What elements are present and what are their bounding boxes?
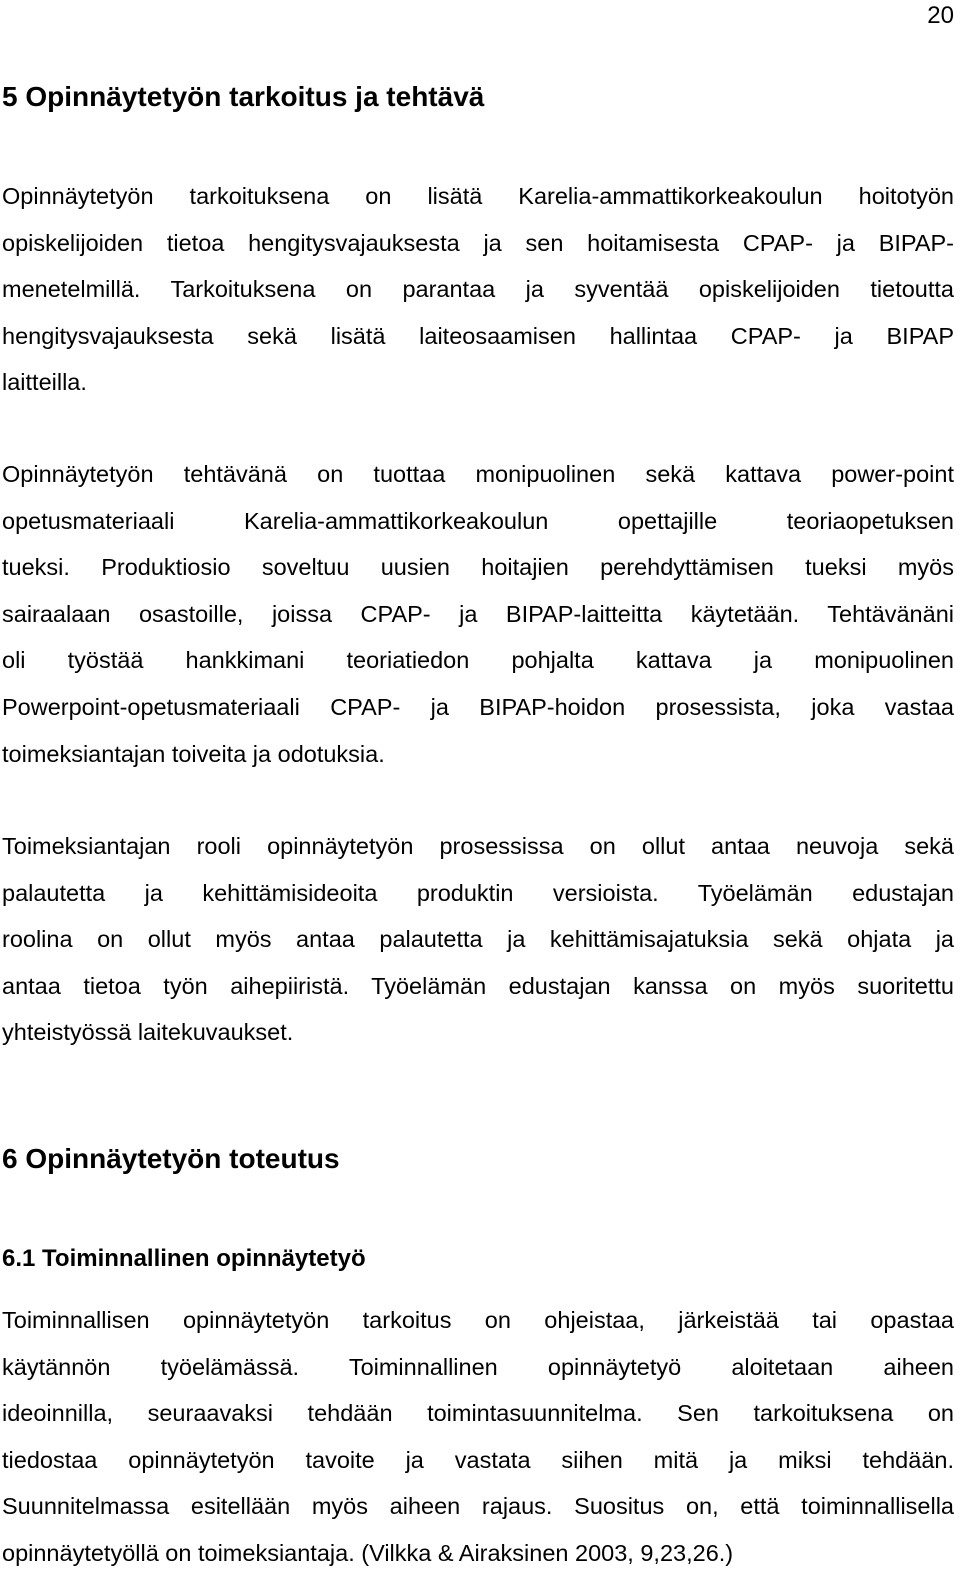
subsection-6-1-heading: 6.1 Toiminnallinen opinnäytetyö <box>2 1245 366 1272</box>
text-line: opiskelijoiden tietoa hengitysvajauksesta ja sen hoitamisesta CPAP- ja BIPAP- <box>2 229 954 256</box>
text-line: opinnäytetyöllä on toimeksiantaja. (Vilkka & Airaksinen 2003, 9,23,26.) <box>2 1539 734 1566</box>
text-line: Toiminnallisen opinnäytetyön tarkoitus on ohjeistaa, järkeistää tai opastaa <box>2 1307 954 1333</box>
section-5-heading: 5 Opinnäytetyön tarkoitus ja tehtävä <box>2 81 485 112</box>
text-line: menetelmillä. Tarkoituksena on parantaa ja syventää opiskelijoiden tietoutta <box>2 276 954 303</box>
text-line: Powerpoint-opetusmateriaali CPAP- ja BIPAP-hoidon prosessista, joka vastaa <box>2 693 954 720</box>
text-line: roolina on ollut myös antaa palautetta ja kehittämisajatuksia sekä ohjata ja <box>2 926 954 953</box>
text-line: tueksi. Produktiosio soveltuu uusien hoitajien perehdyttämisen tueksi myös <box>2 554 954 581</box>
page-number: 20 <box>927 2 954 29</box>
text-line: käytännön työelämässä. Toiminnallinen opinnäytetyö aloitetaan aiheen <box>2 1353 954 1380</box>
section-5-paragraph-2 <box>2 451 954 777</box>
section-5-paragraph-3 <box>2 823 954 1056</box>
text-line: hengitysvajauksesta sekä lisätä laiteosaamisen hallintaa CPAP- ja BIPAP <box>2 322 954 349</box>
text-line: Opinnäytetyön tehtävänä on tuottaa monipuolinen sekä kattava power-point <box>2 461 954 487</box>
text-line: laitteilla. <box>2 369 87 396</box>
text-line: yhteistyössä laitekuvaukset. <box>2 1019 294 1046</box>
text-line: palautetta ja kehittämisideoita produktin versioista. Työelämän edustajan <box>2 879 954 906</box>
text-line: antaa tietoa työn aihepiiristä. Työelämän edustajan kanssa on myös suoritettu <box>2 972 954 999</box>
text-line: sairaalaan osastoille, joissa CPAP- ja BIPAP-laitteitta käytetään. Tehtävänäni <box>2 600 954 627</box>
section-5-paragraph-1 <box>2 173 954 406</box>
text-line: ideoinnilla, seuraavaksi tehdään toimintasuunnitelma. Sen tarkoituksena on <box>2 1400 954 1427</box>
text-line: tiedostaa opinnäytetyön tavoite ja vastata siihen mitä ja miksi tehdään. <box>2 1446 954 1473</box>
text-line: oli työstää hankkimani teoriatiedon pohjalta kattava ja monipuolinen <box>2 647 954 674</box>
text-line: toimeksiantajan toiveita ja odotuksia. <box>2 740 385 767</box>
text-line: opetusmateriaali Karelia-ammattikorkeakoulun opettajille teoriaopetuksen <box>2 507 954 534</box>
section-6-heading: 6 Opinnäytetyön toteutus <box>2 1143 340 1174</box>
text-line: Suunnitelmassa esitellään myös aiheen rajaus. Suositus on, että toiminnallisella <box>2 1493 954 1520</box>
text-line: Toimeksiantajan rooli opinnäytetyön prosessissa on ollut antaa neuvoja sekä <box>2 833 954 859</box>
text-line: Opinnäytetyön tarkoituksena on lisätä Karelia-ammattikorkeakoulun hoitotyön <box>2 183 954 209</box>
subsection-6-1-paragraph <box>2 1297 954 1577</box>
